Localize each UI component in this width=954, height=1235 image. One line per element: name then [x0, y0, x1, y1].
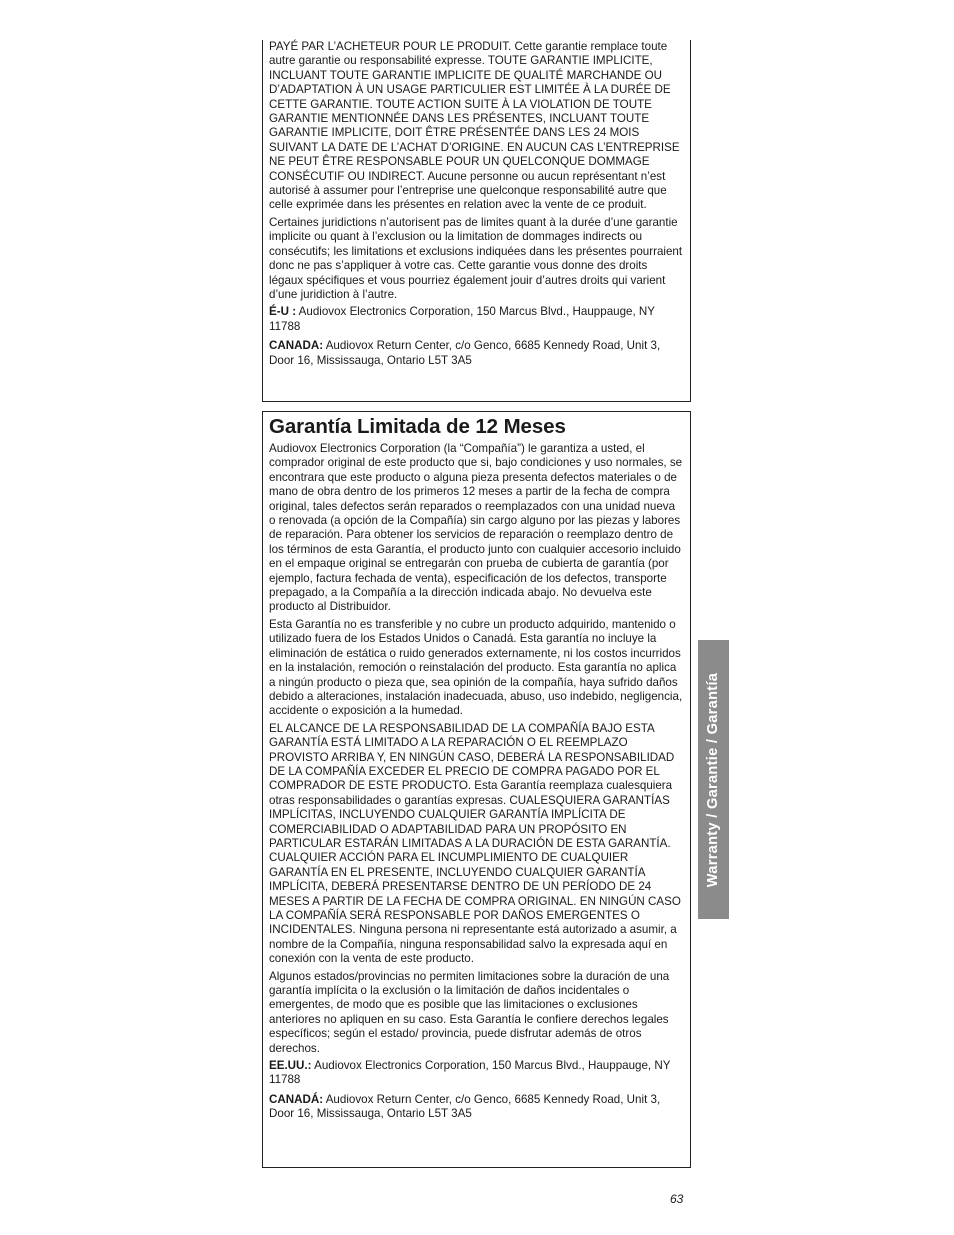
spanish-canada-label: CANADÁ: — [269, 1092, 324, 1106]
spanish-paragraph-4: Algunos estados/provincias no permiten limitaciones sobre la duración de una garantía implícita o la exclusión o la limitación de daños incidentales o emergentes, de modo que es posible que las limitaciones o exclusiones anteriores no apliquen en su caso. Esta Garantía le confiere derechos legales específicos; según el estado/ provincia, puede disfrutar además de otros derechos. — [269, 969, 670, 1055]
french-us-address — [269, 305, 684, 334]
spanish-paragraph-3: EL ALCANCE DE LA RESPONSABILIDAD DE LA COMPAÑÍA BAJO ESTA GARANTÍA ESTÁ LIMITADO A LA REPARACIÓN O EL REEMPLAZO PROVISTO ARRIBA Y, EN NINGÚN CASO, DEBERÁ LA RESPONSABILIDAD DE LA COMPAÑÍA EXCEDER EL PRECIO DE COMPRA PAGADO POR EL COMPRADOR DE ESTE PRODUCTO. Esta Garantía reemplaza cualesquiera otras responsabilidades o garantías expresas. CUALESQUIERA GARANTÍAS IMPLÍCITAS, INCLUYENDO CUALQUIER GARANTÍA IMPLÍCITA DE COMERCIABILIDAD O ADAPTABILIDAD PARA UN PROPÓSITO EN PARTICULAR ESTARÁN LIMITADAS A LA DURACIÓN DE ESTA GARANTÍA. CUALQUIER ACCIÓN PARA EL INCUMPLIMIENTO DE CUALQUIER GARANTÍA EN EL PRESENTE, INCLUYENDO CUALQUIER GARANTÍA IMPLÍCITA, DEBERÁ PRESENTARSE DENTRO DE UN PERÍODO DE 24 MESES A PARTIR DE LA FECHA DE COMPRA ORIGINAL. EN NINGÚN CASO LA COMPAÑÍA SERÁ RESPONSABLE POR DAÑOS EMERGENTES O INCIDENTALES. Ninguna persona ni representante está autorizado a asumir, a nombre de la Compañía, ninguna responsabilidad salvo la expresada aquí en conexión con la venta de este producto. — [269, 721, 681, 966]
spanish-paragraph-1: Audiovox Electronics Corporation (la “Compañía”) le garantiza a usted, el comprador original de este producto que si, bajo condiciones y uso normales, se encontrara que este producto o alguna pieza presenta defectos materiales o de mano de obra dentro de los primeros 12 meses a partir de la fecha de compra original, tales defectos serán reparados o reemplazados con una unidad nueva o renovada (a opción de la Compañía) sin cargo alguno por las piezas y labores de reparación. Para obtener los servicios de reparación o reemplazo dentro de los términos de esta Garantía, el producto junto con cualquier accesorio incluido en el empaque original se entregarán con prueba de cubierta de garantía (por ejemplo, factura fechada de venta), especificación de los defectos, transporte prepagado, a la Compañía a la dirección indicada abajo. No devuelva este producto al Distribuidor. — [269, 442, 683, 614]
spanish-us-label: EE.UU.: — [269, 1059, 312, 1073]
side-tab-label: Warranty / Garantie / Garantía — [705, 672, 722, 887]
french-paragraph-1: PAYÉ PAR L’ACHETEUR POUR LE PRODUIT. Cette garantie remplace toute autre garantie ou responsabilité expresse. TOUTE GARANTIE IMPLICITE, INCLUANT TOUTE GARANTIE IMPLICITE DE QUALITÉ MARCHANDE OU D’ADAPTATION À UN USAGE PARTICULIER EST LIMITÉE À LA DURÉE DE CETTE GARANTIE. TOUTE ACTION SUITE À LA VIOLATION DE TOUTE GARANTIE MENTIONNÉE DANS LES PRÉSENTES, INCLUANT TOUTE GARANTIE IMPLICITE, DOIT ÊTRE PRÉSENTÉE DANS LES 24 MOIS SUIVANT LA DATE DE L’ACHAT D’ORIGINE. EN AUCUN CAS L’ENTREPRISE NE PEUT ÊTRE RESPONSABLE POUR UN QUELCONQUE DOMMAGE CONSÉCUTIF OU INDIRECT. Aucune personne ou aucun représentant n’est autorisé à assumer pour l’entreprise une quelconque responsabilité autre que celle exprimée dans les présentes en relation avec la vente de ce produit. — [269, 40, 680, 212]
spanish-warranty-title: Garantía Limitada de 12 Meses — [269, 415, 566, 438]
french-canada-address-text: Audiovox Return Center, c/o Genco, 6685 Kennedy Road, Unit 3, Door 16, Mississauga, Ontario L5T 3A5 — [269, 339, 661, 367]
spanish-us-address-text: Audiovox Electronics Corporation, 150 Marcus Blvd., Hauppauge, NY 11788 — [269, 1059, 671, 1087]
french-warranty-box — [262, 40, 691, 402]
section-side-tab — [698, 640, 729, 919]
french-canada-address — [269, 339, 684, 368]
page-number: 63 — [670, 1192, 684, 1206]
spanish-paragraph-2: Esta Garantía no es transferible y no cubre un producto adquirido, mantenido o utilizado fuera de los Estados Unidos o Canadá. Esta garantía no incluye la eliminación de estática o ruido generados externamente, ni los costos incurridos en la instalación, remoción o reinstalación del producto. Esta garantía no aplica a ningún producto o pieza que, sea opinión de la compañía, haya sufrido daños debido a alteraciones, instalación inadecuada, abuso, uso indebido, negligencia, accidente o exposición a la humedad. — [269, 617, 683, 718]
french-canada-label: CANADA: — [269, 339, 324, 353]
french-paragraph-2: Certaines juridictions n’autorisent pas de limites quant à la durée d’une garantie implicite ou quant à l’exclusion ou la limitation de dommages indirects ou consécutifs; les limitations et exclusions indiquées dans les présentes pourraient donc ne pas s’appliquer à votre cas. Cette garantie vous donne des droits légaux spécifiques et vous pourriez également jouir d’autres droits qui varient d’une juridiction à l’autre. — [269, 215, 683, 301]
french-us-address-text: Audiovox Electronics Corporation, 150 Marcus Blvd., Hauppauge, NY 11788 — [269, 305, 655, 333]
spanish-canada-address — [269, 1093, 684, 1122]
spanish-warranty-box — [262, 411, 691, 1168]
spanish-canada-address-text: Audiovox Return Center, c/o Genco, 6685 Kennedy Road, Unit 3, Door 16, Mississauga, Ontario L5T 3A5 — [269, 1092, 661, 1121]
spanish-us-address — [269, 1059, 684, 1088]
french-us-label: É-U : — [269, 305, 297, 319]
